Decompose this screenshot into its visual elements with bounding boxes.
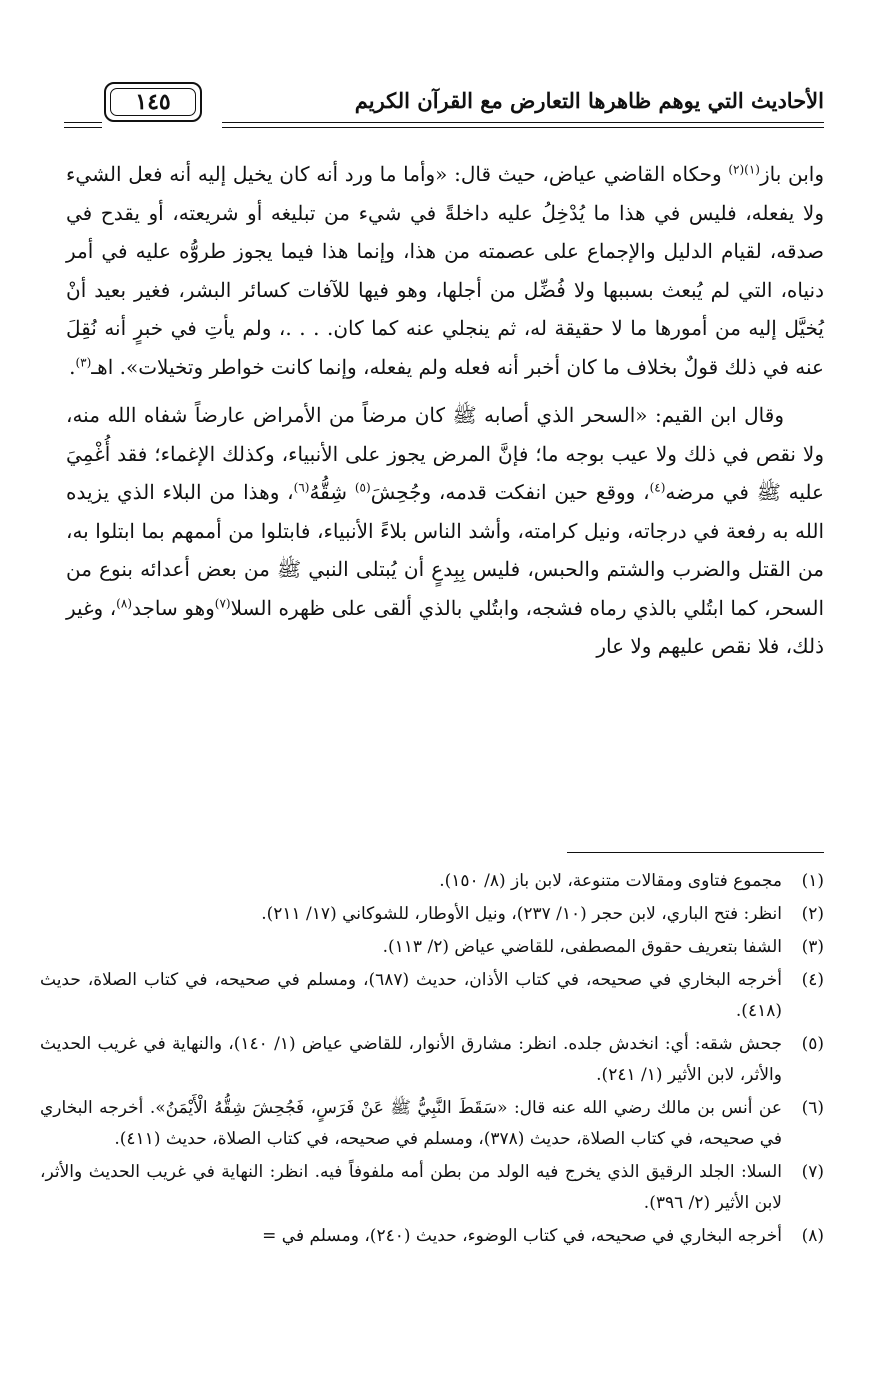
- footnote-text: أخرجه البخاري في صحيحه، في كتاب الوضوء، حديث (٢٤٠)، ومسلم في =: [262, 1226, 782, 1246]
- footnote-ref-8[interactable]: (٨): [116, 595, 132, 610]
- footnote-4: [40, 965, 824, 1027]
- footnote-number: (٤): [801, 970, 824, 990]
- footnote-ref-3[interactable]: (٣): [75, 354, 92, 369]
- footnote-ref-1[interactable]: (١): [744, 162, 760, 177]
- text-run: ، ووقع حين انفكت قدمه، وجُحِشَ: [370, 480, 650, 504]
- running-header: [64, 82, 824, 132]
- footnote-8: [40, 1221, 824, 1252]
- footnote-3: [40, 932, 824, 963]
- page-number: ١٤٥: [110, 88, 196, 116]
- footnote-ref-2[interactable]: (٢): [728, 162, 745, 177]
- footnote-ref-6[interactable]: (٦): [293, 480, 310, 495]
- header-rule-top: [222, 122, 824, 123]
- text-run: ، وغير ذلك، فلا نقص عليهم ولا عار: [66, 595, 824, 658]
- text-run: وقال ابن القيم: «السحر الذي أصابه ﷺ كان مرضاً من الأمراض عارضاً شفاه الله منه، ولا نقص في ذلك ولا عيب بوجه ما؛ فإنَّ المرض يجوز على الأنبياء، وكذلك الإغماء؛ فقد أُغْمِيَ عليه ﷺ في مرضه: [66, 403, 824, 504]
- paragraph-1: [66, 155, 824, 386]
- footnote-ref-4[interactable]: (٤): [649, 480, 666, 495]
- text-run: وحكاه القاضي عياض، حيث قال: «وأما ما ورد أنه كان يخيل إليه أنه فعل الشيء ولا يفعله، فليس في هذا ما يُدْخِلُ عليه داخلةً في شيء من تبليغه أو شريعته، أو يقدح في صدقه، لقيام الدليل والإجماع على عصمته من هذا، وإنما هذا فيما يجوز طروُّه عليه في أمر دنياه، التي لم يُبعث بسببها ولا فُضِّل من أجلها، وهو فيها للآفات كسائر البشر، فغير بعيد أنْ يُخيَّل إليه من أمورها ما لا حقيقة له، ثم ينجلي عنه كما كان. . . .، ولم يأتِ في خبرٍ أنه نُقِلَ عنه في ذلك قولٌ بخلاف ما كان أخبر أنه فعله ولم يفعله، وإنما كانت خواطر وتخيلات». اهـ: [66, 162, 824, 379]
- footnote-7: [40, 1157, 824, 1219]
- main-text: [66, 155, 824, 666]
- footnote-2: [40, 899, 824, 930]
- footnote-number: (٢): [801, 904, 824, 924]
- text-run: شِقُّهُ: [309, 480, 355, 504]
- footnote-5: [40, 1029, 824, 1091]
- paragraph-2: [66, 396, 824, 666]
- footnote-separator: [567, 852, 824, 853]
- footnote-text: انظر: فتح الباري، لابن حجر (١٠/ ٢٣٧)، ونيل الأوطار، للشوكاني (١٧/ ٢١١).: [261, 904, 782, 924]
- page-number-frame: [104, 82, 202, 122]
- footnote-text: عن أنس بن مالك رضي الله عنه قال: «سَقَطَ النَّبِيُّ ﷺ عَنْ فَرَسٍ، فَجُحِشَ شِقُّهُ الْأَيْمَنُ». أخرجه البخاري في صحيحه، في كتاب الصلاة، حديث (٣٧٨)، ومسلم في صحيحه، في كتاب الصلاة، حديث (٤١١).: [40, 1098, 782, 1149]
- footnote-text: السلا: الجلد الرقيق الذي يخرج فيه الولد من بطن أمه ملفوفاً فيه. انظر: النهاية في غريب الحديث والأثر، لابن الأثير (٢/ ٣٩٦).: [40, 1162, 782, 1213]
- footnote-text: مجموع فتاوى ومقالات متنوعة، لابن باز (٨/ ١٥٠).: [439, 871, 782, 891]
- footnote-number: (٦): [801, 1098, 824, 1118]
- footnote-number: (٥): [801, 1034, 824, 1054]
- footnote-6: [40, 1093, 824, 1155]
- footnote-text: الشفا بتعريف حقوق المصطفى، للقاضي عياض (٢/ ١١٣).: [382, 937, 782, 957]
- text-run: وابن باز: [759, 162, 824, 186]
- text-run: ، وهذا من البلاء الذي يزيده الله به رفعة في درجاته، ونيل كرامته، وأشد الناس بلاءً الأنبياء، فابتلوا من أممهم بما ابتلوا به، من القتل والضرب والشتم والحبس، فليس بِبِدعٍ أن يُبتلى النبي ﷺ من بعض أعدائه بنوع من السحر، كما ابتُلي بالذي رماه فشجه، وابتُلي بالذي ألقى على ظهره السلا: [66, 480, 825, 620]
- footnote-text: جحش شقه: أي: انخدش جلده. انظر: مشارق الأنوار، للقاضي عياض (١/ ١٤٠)، والنهاية في غريب الحديث والأثر، لابن الأثير (١/ ٢٤١).: [40, 1034, 782, 1085]
- footnote-ref-5[interactable]: (٥): [354, 480, 371, 495]
- header-title: الأحاديث التي يوهم ظاهرها التعارض مع القرآن الكريم: [354, 88, 824, 113]
- footnote-number: (٨): [801, 1226, 824, 1246]
- footnotes: [40, 866, 824, 1254]
- text-run: .: [69, 354, 76, 379]
- footnote-text: أخرجه البخاري في صحيحه، في كتاب الأذان، حديث (٦٨٧)، ومسلم في صحيحه، في كتاب الصلاة، حديث (٤١٨).: [40, 970, 782, 1021]
- header-rule-left-top: [64, 122, 102, 123]
- footnote-ref-7[interactable]: (٧): [214, 595, 231, 610]
- footnote-1: [40, 866, 824, 897]
- header-rule-left-bottom: [64, 127, 102, 128]
- footnote-number: (١): [801, 871, 824, 891]
- footnote-number: (٣): [801, 937, 824, 957]
- header-rule-bottom: [222, 127, 824, 128]
- text-run: وهو ساجد: [132, 595, 215, 620]
- footnote-number: (٧): [801, 1162, 824, 1182]
